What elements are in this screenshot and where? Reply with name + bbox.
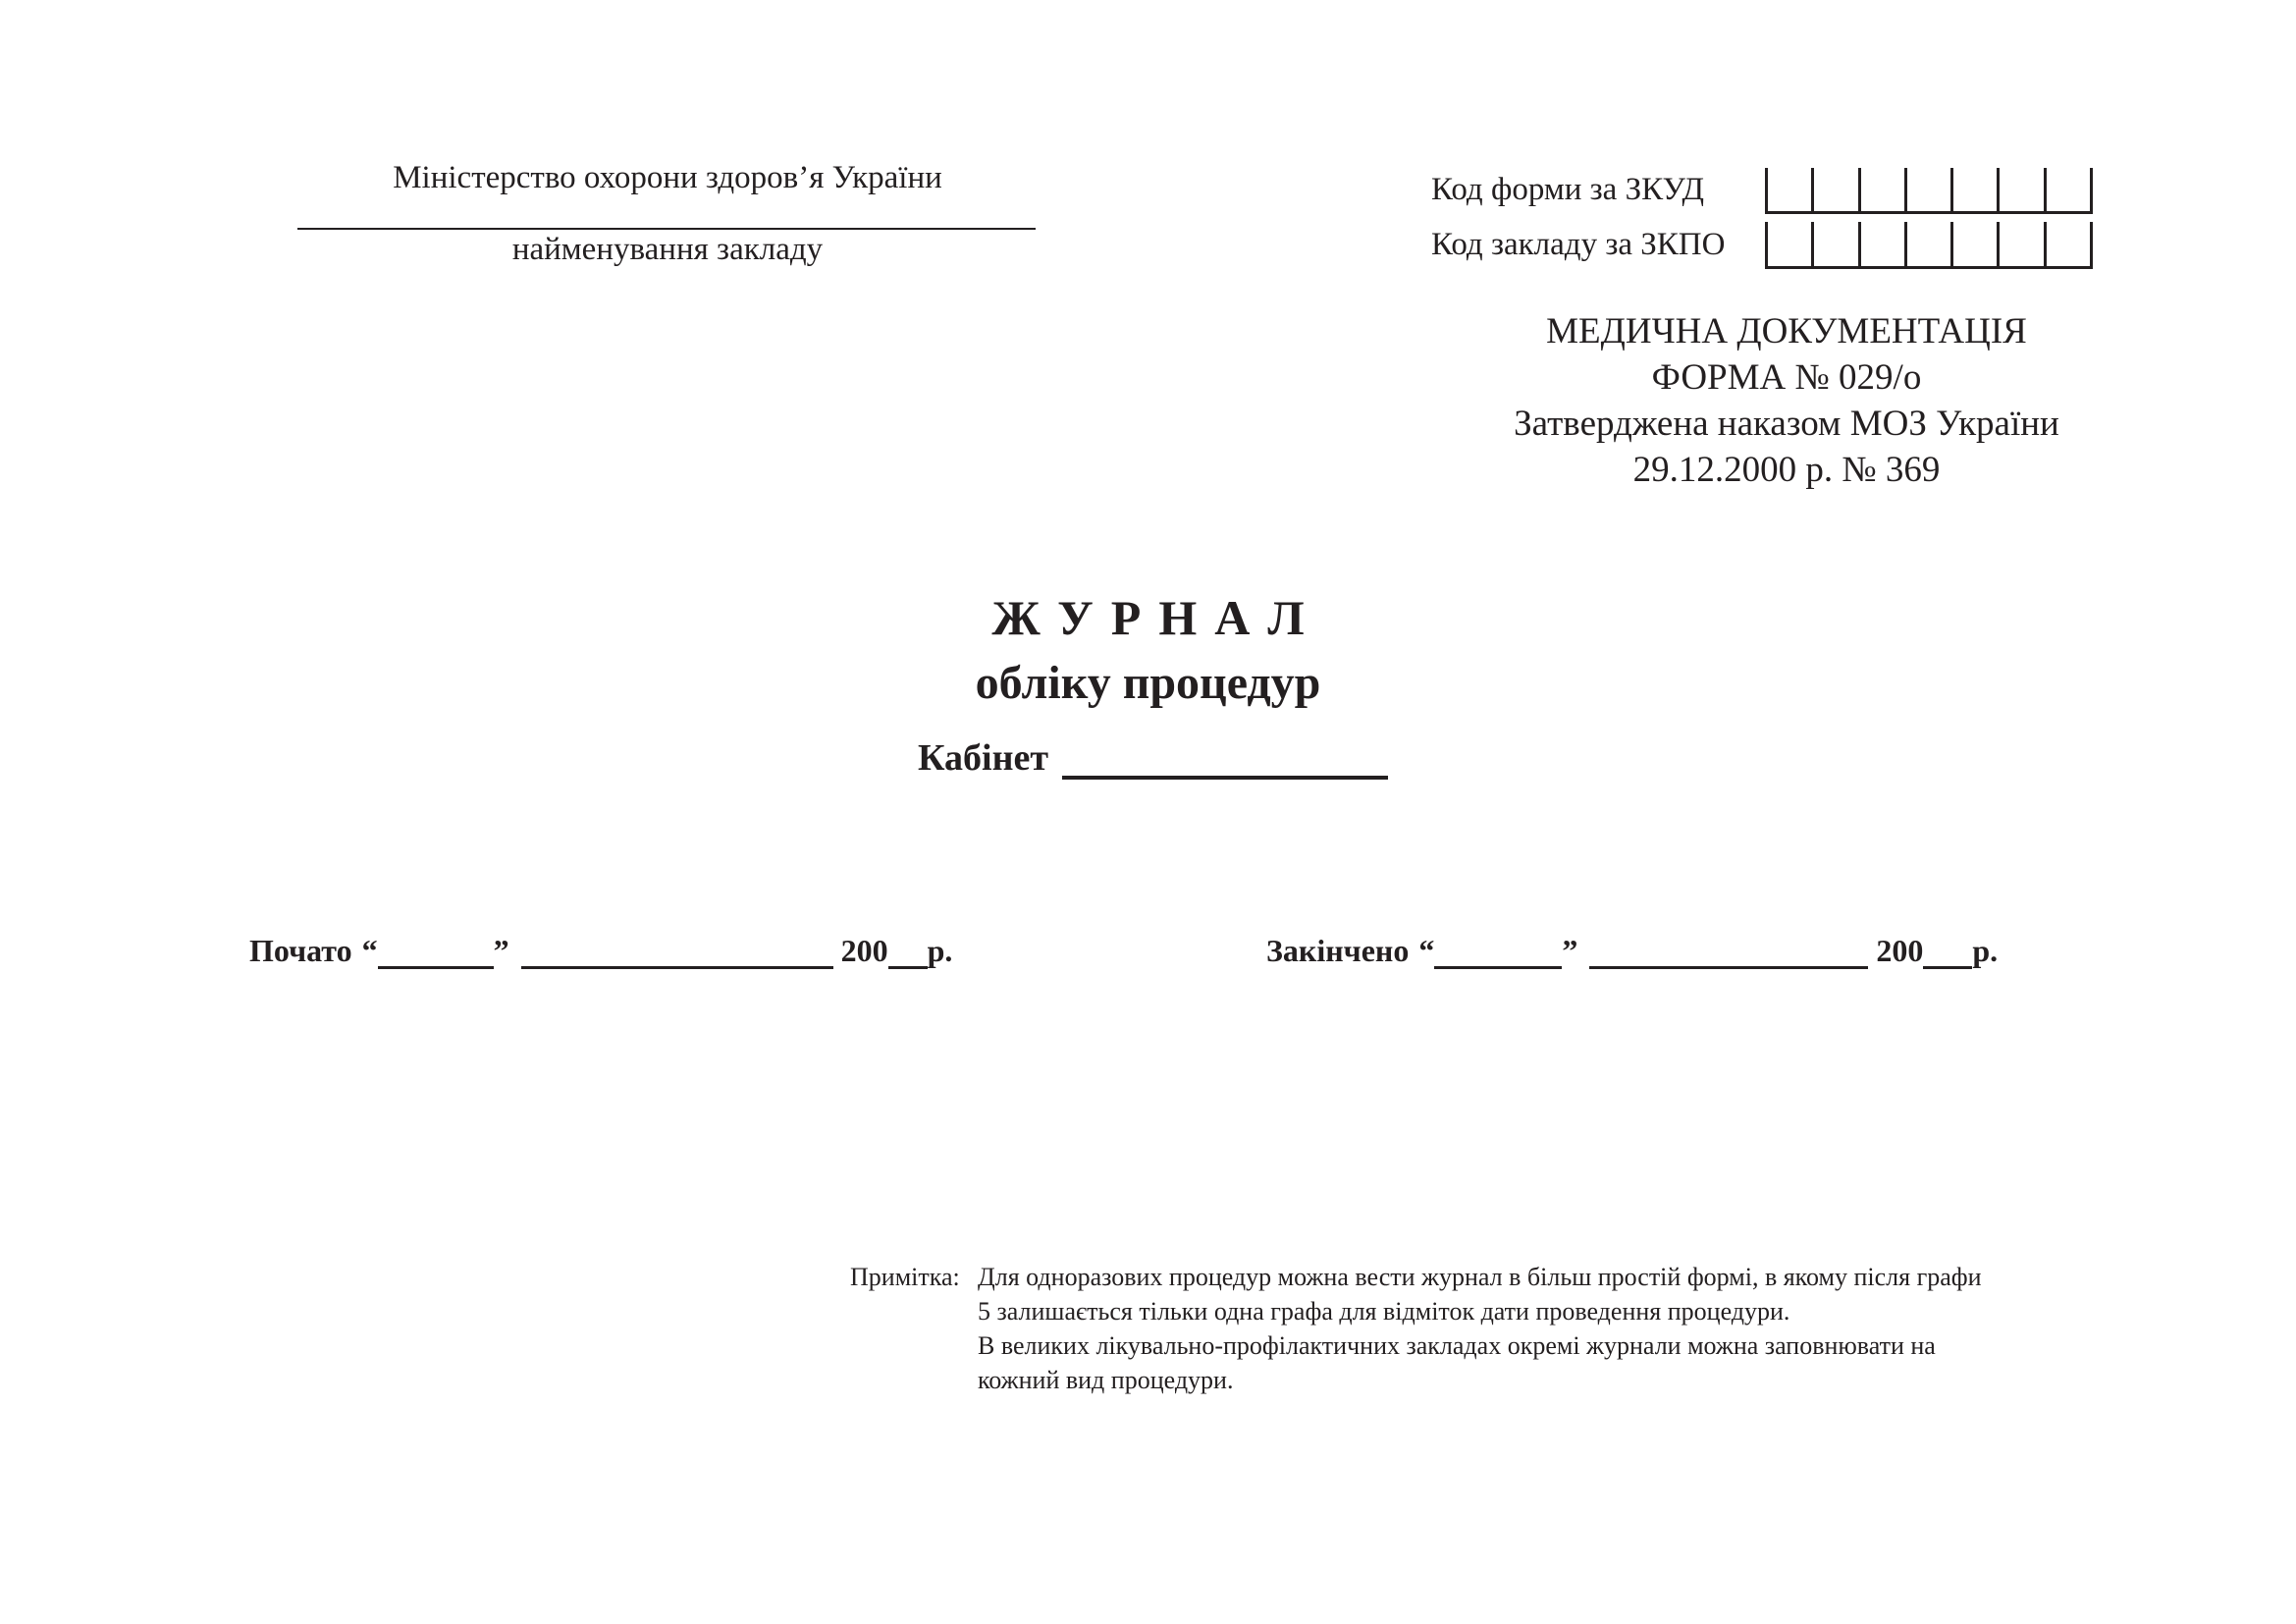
medical-documentation-block (1472, 308, 2101, 493)
note-label: Примітка: (850, 1263, 960, 1291)
form-code-label: Код форми за ЗКУД (1431, 172, 1704, 207)
code-cell[interactable] (1904, 168, 1950, 214)
note-line: Для одноразових процедур можна вести журнал в більш простій формі, в якому після графи (978, 1263, 1982, 1291)
code-cell[interactable] (1904, 222, 1950, 269)
note-line: кожний вид процедури. (978, 1366, 1234, 1394)
form-code-grid[interactable] (1765, 168, 2093, 214)
cabinet-row (918, 736, 1388, 780)
code-cell[interactable] (2044, 222, 2093, 269)
start-label: Почато (249, 933, 352, 968)
code-cell[interactable] (1811, 222, 1857, 269)
year-suffix: р. (927, 933, 953, 968)
code-cell[interactable] (1997, 168, 2043, 214)
institution-code-grid[interactable] (1765, 222, 2093, 269)
note-line: В великих лікувально-профілактичних закладах окремі журнали можна заповнювати на (978, 1331, 1936, 1360)
end-day-field[interactable] (1434, 941, 1562, 969)
journal-subtitle: обліку процедур (975, 657, 1321, 709)
cabinet-label: Кабінет (918, 737, 1049, 779)
code-cell[interactable] (2044, 168, 2093, 214)
start-day-field[interactable] (378, 941, 494, 969)
code-cell[interactable] (1858, 168, 1904, 214)
open-quote: “ (361, 933, 378, 968)
code-cell[interactable] (1858, 222, 1904, 269)
code-cell[interactable] (1765, 168, 1811, 214)
close-quote: ” (493, 933, 509, 968)
code-cell[interactable] (1997, 222, 2043, 269)
institution-code-label: Код закладу за ЗКПО (1431, 227, 1726, 262)
note-block (850, 1260, 2205, 1397)
form-number: ФОРМА № 029/о (1651, 357, 1922, 398)
journal-title: ЖУРНАЛ (991, 590, 1322, 645)
end-date-row (1266, 933, 1998, 969)
start-year-field[interactable] (888, 941, 928, 969)
open-quote: “ (1418, 933, 1435, 968)
start-date-row (249, 933, 952, 969)
start-month-field[interactable] (521, 941, 833, 969)
year-suffix: р. (1972, 933, 1999, 968)
year-prefix: 200 (1876, 933, 1924, 968)
institution-name-field[interactable] (297, 228, 1036, 230)
approval-date: 29.12.2000 р. № 369 (1632, 450, 1941, 490)
code-cell[interactable] (1950, 222, 1997, 269)
institution-name-caption: найменування закладу (511, 232, 824, 267)
cabinet-field[interactable] (1062, 746, 1388, 780)
code-cell[interactable] (1765, 222, 1811, 269)
code-cell[interactable] (1950, 168, 1997, 214)
year-prefix: 200 (840, 933, 888, 968)
note-line: 5 залишається тільки одна графа для відміток дати проведення процедури. (978, 1297, 1790, 1326)
medical-documentation-heading: МЕДИЧНА ДОКУМЕНТАЦІЯ (1546, 311, 2027, 352)
ministry-name: Міністерство охорони здоров’я України (393, 160, 942, 195)
end-year-field[interactable] (1923, 941, 1972, 969)
code-cell[interactable] (1811, 168, 1857, 214)
end-label: Закінчено (1266, 933, 1410, 968)
close-quote: ” (1562, 933, 1578, 968)
end-month-field[interactable] (1589, 941, 1868, 969)
approval-text: Затверджена наказом МОЗ України (1514, 404, 2059, 444)
